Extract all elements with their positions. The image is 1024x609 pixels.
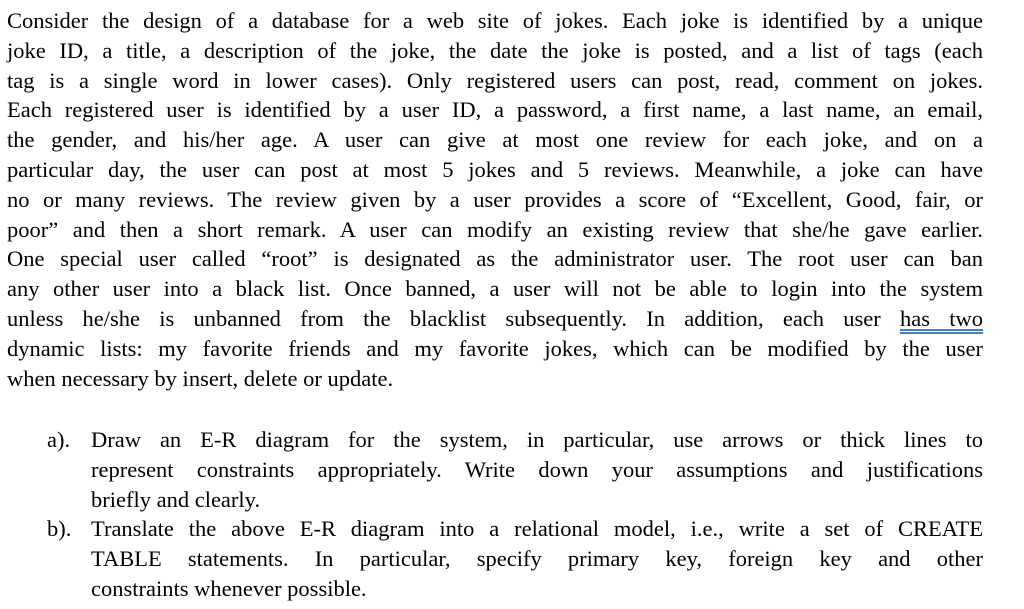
text-line: particular day, the user can post at most 5 jokes and 5 reviews. Meanwhile, a joke can have [7, 156, 983, 182]
text-line-with-underline [7, 304, 983, 334]
text-line: any other user into a black list. Once banned, a user will not be able to login into the system [7, 276, 983, 302]
text-segment: unless he/she is unbanned from the blacklist subsequently. In addition, each user [7, 305, 881, 331]
text-line: Consider the design of a database for a web site of jokes. Each joke is identified by a unique [7, 8, 983, 33]
question-text [91, 425, 983, 514]
question-marker: b). [47, 516, 72, 542]
text-line: dynamic lists: my favorite friends and my favorite jokes, which can be modified by the user [7, 335, 983, 361]
question-b [47, 514, 983, 603]
text-line: briefly and clearly. [91, 486, 261, 512]
questions-list [47, 425, 983, 604]
text-line: poor” and then a short remark. A user can modify an existing review that she/he gave earlier. [7, 216, 983, 242]
text-line: constraints whenever possible. [91, 575, 367, 601]
question-text [91, 514, 983, 603]
text-line: Draw an E-R diagram for the system, in particular, use arrows or thick lines to [91, 427, 983, 452]
text-line: TABLE statements. In particular, specify primary key, foreign key and other [91, 546, 983, 572]
problem-description [7, 6, 983, 393]
question-marker: a). [47, 427, 71, 452]
text-line: tag is a single word in lower cases). Only registered users can post, read, comment on jokes. [7, 67, 983, 93]
spellcheck-underlined-phrase: has two [900, 305, 984, 331]
text-line: the gender, and his/her age. A user can give at most one review for each joke, and on a [7, 127, 983, 153]
text-line: Each registered user is identified by a user ID, a password, a first name, a last name, an email, [7, 97, 983, 123]
text-line: no or many reviews. The review given by a user provides a score of “Excellent, Good, fair, or [7, 186, 983, 212]
text-line: Translate the above E-R diagram into a relational model, i.e., write a set of CREATE [91, 516, 983, 542]
text-line: One special user called “root” is designated as the administrator user. The root user can ban [7, 246, 983, 272]
text-line: when necessary by insert, delete or update. [7, 365, 394, 391]
question-a [47, 425, 983, 514]
text-line: joke ID, a title, a description of the joke, the date the joke is posted, and a list of tags (each [7, 37, 983, 63]
text-line: represent constraints appropriately. Write down your assumptions and justifications [91, 456, 983, 482]
